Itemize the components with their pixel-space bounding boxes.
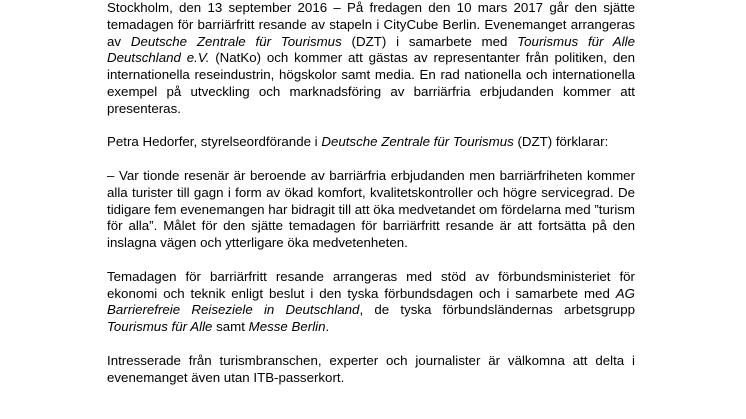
text-line — [107, 50, 635, 67]
text-span: – Var tionde resenär är beroende av barriärfria erbjudanden men barriärfriheten kommer — [107, 167, 635, 183]
italic-text: AG — [615, 285, 635, 301]
text-span: (NatKo) och kommer att gästas av representanter från politiken, den — [209, 50, 636, 66]
paragraph — [107, 168, 635, 252]
text-span: av — [107, 33, 131, 49]
text-span: Stockholm, den 13 september 2016 – På fredagen den 10 mars 2017 går den sjätte — [107, 0, 635, 15]
paragraph — [107, 353, 635, 387]
text-line — [107, 34, 635, 51]
text-span: Petra Hedorfer, styrelseordförande i — [107, 134, 322, 150]
italic-text: Deutsche Zentrale für Tourismus — [321, 134, 514, 150]
paragraph — [107, 0, 635, 118]
text-line — [107, 370, 635, 387]
text-span: samt — [212, 319, 249, 335]
text-line — [107, 218, 635, 235]
text-span: (DZT) förklarar: — [513, 134, 609, 150]
text-span: internationella reseindustrin, högskolor samt media. En rad nationella och internationella — [107, 67, 635, 83]
text-line — [107, 134, 635, 151]
text-line — [107, 269, 635, 286]
text-span: (DZT) i samarbete med — [341, 33, 518, 49]
text-line — [107, 0, 635, 17]
text-span: Intresserade från turismbranschen, experter och journalister är välkomna att delta i — [107, 352, 635, 368]
text-line — [107, 168, 635, 185]
italic-text: Barrierefreie Reiseziele in Deutschland — [107, 302, 360, 318]
text-line — [107, 353, 635, 370]
text-span: ekonomi och teknik enligt beslut i den tyska förbundsdagen och i samarbete med — [107, 285, 616, 301]
text-line — [107, 286, 635, 303]
text-line — [107, 67, 635, 84]
text-line — [107, 202, 635, 219]
italic-text: Tourismus für Alle — [107, 319, 213, 335]
text-line — [107, 302, 635, 319]
text-line — [107, 235, 635, 252]
text-span: , de tyska förbundsländernas arbetsgrupp — [359, 302, 635, 318]
text-line — [107, 185, 635, 202]
text-span: tidigare fem evenemangen har bidragit till att öka medvetandet om fördelarna med ”turism — [107, 201, 635, 217]
paragraph — [107, 134, 635, 151]
text-span: temadagen för barriärfritt resande av stapeln i CityCube Berlin. Evenemanget arrangeras — [107, 16, 635, 32]
text-span: alla turister till gagn i form av ökad komfort, kvalitetskontroller och högre servicegrad. De — [107, 184, 635, 200]
text-span: för alla”. Målet för den sjätte temadagen för barriärfritt resande är att fortsätta på den — [107, 218, 635, 234]
italic-text: Messe Berlin — [248, 319, 326, 335]
text-span: . — [325, 319, 330, 335]
text-span: inslagna vägen och ytterligare öka medvetenheten. — [107, 235, 408, 251]
text-line — [107, 84, 635, 101]
italic-text: Deutsche Zentrale für Tourismus — [130, 33, 342, 49]
italic-text: Tourismus für Alle — [517, 33, 635, 49]
text-line — [107, 17, 635, 34]
document-body — [107, 0, 635, 403]
text-line — [107, 319, 635, 336]
text-line — [107, 101, 635, 118]
italic-text: Deutschland e.V. — [107, 50, 210, 66]
text-span: evenemanget även utan ITB-passerkort. — [107, 369, 345, 385]
text-span: exempel på utveckling och marknadsföring av barriärfria erbjudanden kommer att — [107, 83, 635, 99]
text-span: Temadagen för barriärfritt resande arrangeras med stöd av förbundsministeriet för — [107, 268, 635, 284]
paragraph — [107, 269, 635, 336]
text-span: presenteras. — [107, 100, 181, 116]
